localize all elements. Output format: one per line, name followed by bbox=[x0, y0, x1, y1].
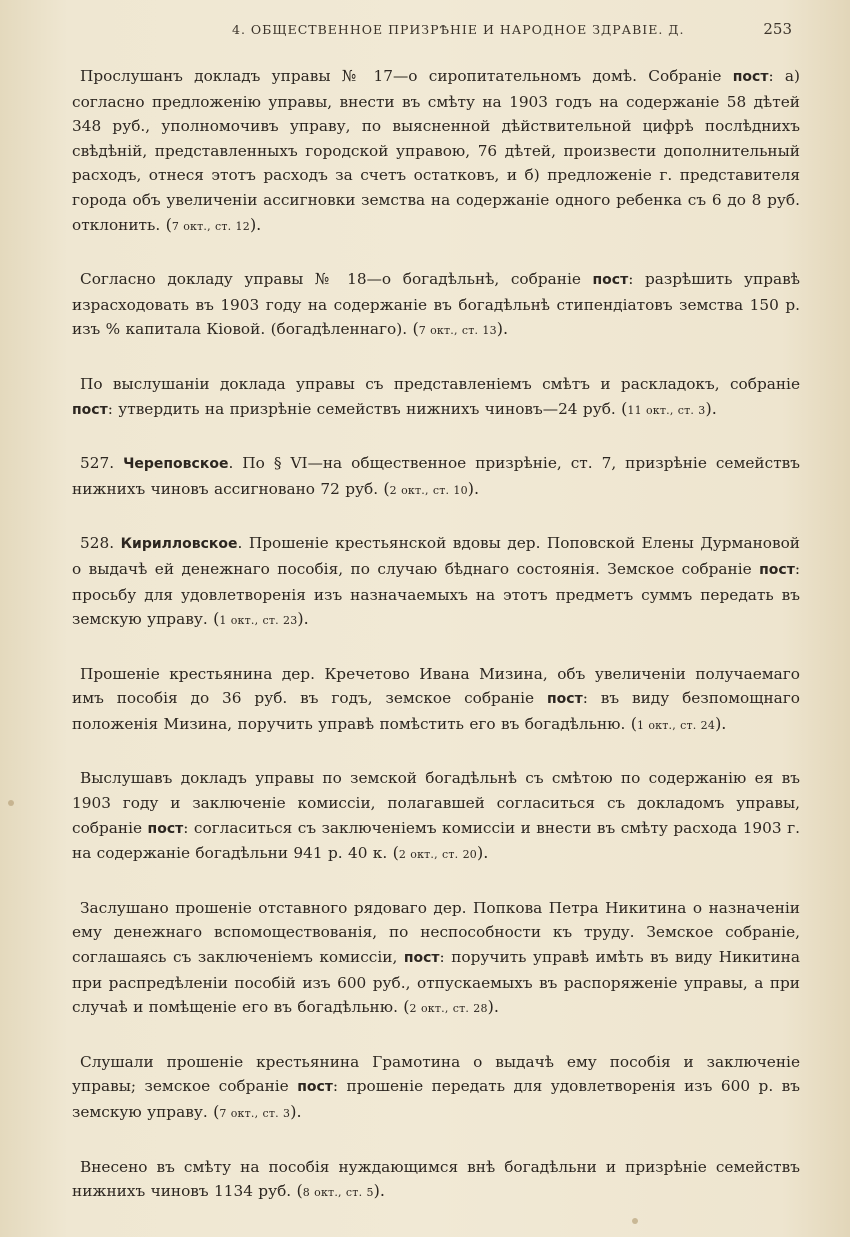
source-reference: 11 окт., ст. 3 bbox=[627, 403, 706, 417]
source-reference: 8 окт., ст. 5 bbox=[302, 1186, 374, 1200]
paragraph-soldier-families: По выслушаніи доклада управы съ представленіемъ смѣтъ и раскладокъ, собраніе пост: утвердить на призрѣніе семействъ нижнихъ чиновъ—24 руб. (11 окт., ст. 3). bbox=[72, 374, 800, 418]
source-reference: 2 окт., ст. 10 bbox=[389, 483, 468, 497]
paragraph-mizin: Прошеніе крестьянина дер. Кречетово Ивана Мизина, объ увеличеніи получаемаго имъ пособія до 36 руб. въ годъ, земское собраніе пост: въ виду безпомощнаго положенія Мизина, поручить управѣ помѣстить его въ богадѣльню. (1 окт., ст. 24). bbox=[72, 664, 800, 733]
page-number: 253 bbox=[763, 20, 792, 38]
paragraph-almshouse-report: Согласно докладу управы № 18—о богадѣльнѣ, собраніе пост: разрѣшить управѣ израсходовать въ 1903 году на содержаніе въ богадѣльнѣ стипендіатовъ земства 150 р. изъ % капитала Кіовой. (богадѣленнаго). (7 окт., ст. 13). bbox=[72, 270, 800, 339]
running-header-title: 4. ОБЩЕСТВЕННОЕ ПРИЗРѢНІЕ И НАРОДНОЕ ЗДРАВІЕ. Д. bbox=[232, 22, 685, 37]
source-reference: 7 окт., ст. 3 bbox=[219, 1107, 291, 1120]
paragraph-orphanage: Прослушанъ докладъ управы № 17—о сиропитательномъ домѣ. Собраніе пост: а) согласно предложенію управы, внести въ смѣту на 1903 годъ на содержаніе 58 дѣтей 348 руб., уполномочивъ управу, по выясненной дѣйствительной цифрѣ послѣднихъ свѣдѣній, представленныхъ городской управою, 76 дѣтей, произвести дополнительный расходъ, отнеся этотъ расходъ за счетъ остатковъ, и б) предложеніе г. представителя города объ увеличеніи ассигновки земства на содержаніе одного ребенка съ 6 до 8 руб. отклонить. (7 окт., ст. 12). bbox=[72, 67, 800, 234]
source-reference: 1 окт., ст. 24 bbox=[636, 718, 716, 732]
paper-speck bbox=[632, 1218, 638, 1224]
paper-speck bbox=[8, 800, 14, 806]
paragraph-allowances: Внесено въ смѣту на пособія нуждающимся внѣ богадѣльни и призрѣніе семействъ нижнихъ чиновъ 1134 руб. (8 окт., ст. 5). bbox=[72, 1157, 800, 1201]
source-reference: 7 окт., ст. 12 bbox=[171, 219, 250, 233]
running-header bbox=[232, 20, 800, 38]
source-reference: 2 окт., ст. 28 bbox=[409, 1002, 488, 1016]
source-reference: 2 окт., ст. 20 bbox=[398, 848, 477, 862]
paragraph-gramotin: Слушали прошеніе крестьянина Грамотина о выдачѣ ему пособія и заключеніе управы; земское собраніе пост: прошеніе передать для удовлетворенія изъ 600 р. въ земскую управу. (7 окт., ст. 3). bbox=[72, 1052, 800, 1121]
source-reference: 1 окт., ст. 23 bbox=[219, 614, 298, 628]
source-reference: 7 окт., ст. 13 bbox=[418, 324, 497, 338]
paragraph-cherepovets: 527. Череповское. По § VI—на общественное призрѣніе, ст. 7, призрѣніе семействъ нижнихъ чиновъ ассигновано 72 руб. (2 окт., ст. 10). bbox=[72, 454, 800, 498]
paragraph-nikitin: Заслушано прошеніе отставного рядоваго дер. Попкова Петра Никитина о назначеніи ему денежнаго вспомоществованія, по неспособности къ труду. Земское собраніе, соглашаясь съ заключеніемъ комиссіи, пост: поручить управѣ имѣть въ виду Никитина при распредѣленіи пособій изъ 600 руб., отпускаемыхъ въ распоряженіе управы, а при случаѣ и помѣщеніе его въ богадѣльню. (2 окт., ст. 28). bbox=[72, 898, 800, 1017]
paragraph-almshouse-budget: Выслушавъ докладъ управы по земской богадѣльнѣ съ смѣтою по содержанію ея въ 1903 году и заключеніе комиссіи, полагавшей согласиться съ докладомъ управы, собраніе пост: согласиться съ заключеніемъ комиссіи и внести въ смѣту расхода 1903 г. на содержаніе богадѣльни 941 р. 40 к. (2 окт., ст. 20). bbox=[72, 769, 800, 863]
paragraph-kirillov: 528. Кирилловское. Прошеніе крестьянской вдовы дер. Поповской Елены Дурмановой о выдачѣ ей денежнаго пособія, по случаю бѣднаго состоянія. Земское собраніе пост: просьбу для удовлетворенія изъ назначаемыхъ на этотъ предметъ суммъ передать въ земскую управу. (1 окт., ст. 23). bbox=[72, 534, 800, 629]
